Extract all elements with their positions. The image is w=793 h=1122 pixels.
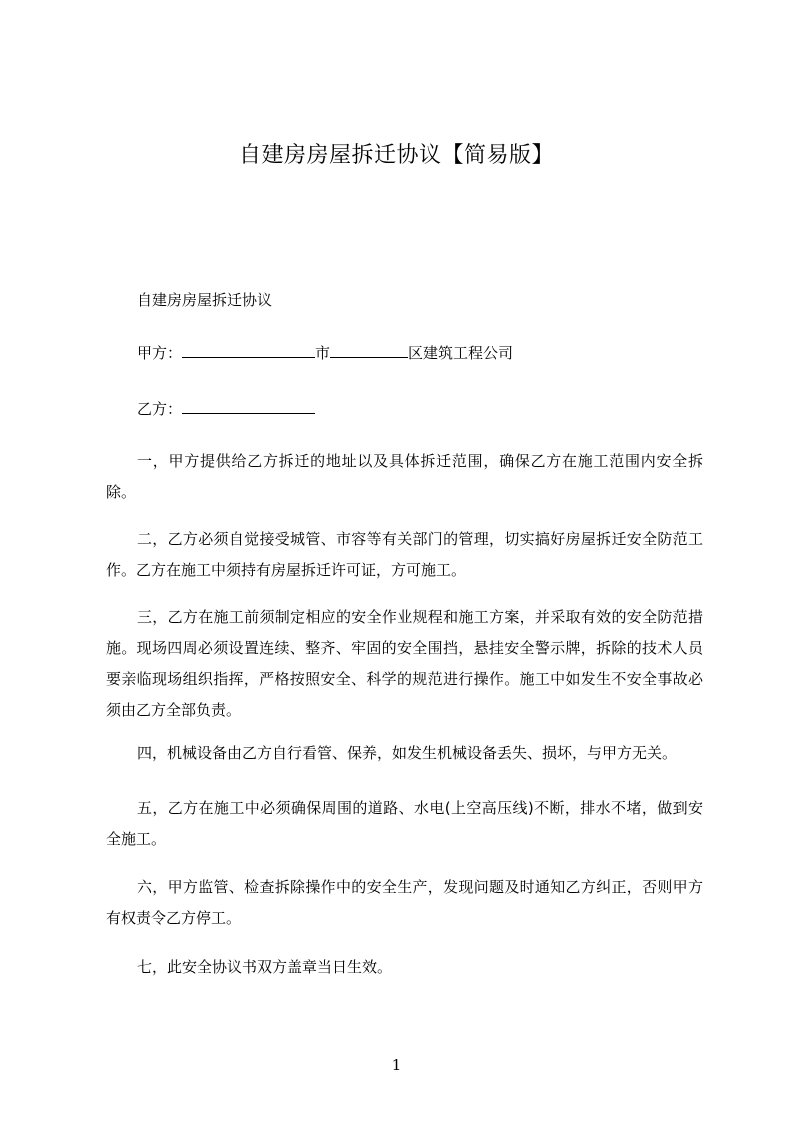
clause-7: 七，此安全协议书双方盖章当日生效。	[137, 958, 393, 976]
party-a-line	[137, 341, 513, 365]
party-a-district-suffix: 区建筑工程公司	[408, 344, 514, 362]
party-a-name-blank	[182, 343, 315, 358]
clause-1: 一，甲方提供给乙方拆迁的地址以及具体拆迁范围，确保乙方在施工范围内安全拆除。	[106, 452, 703, 501]
clause-4: 四，机械设备由乙方自行看管、保养，如发生机械设备丢失、损坏，与甲方无关。	[137, 744, 678, 762]
party-b-line	[137, 397, 315, 421]
clause-3: 三，乙方在施工前须制定相应的安全作业规程和施工方案，并采取有效的安全防范措施。现场四周必须设置连续、整齐、牢固的安全围挡，悬挂安全警示牌，拆除的技术人员要亲临现场组织指挥，严格按照安全、科学的规范进行操作。施工中如发生不安全事故必须由乙方全部负责。	[106, 608, 703, 719]
clause-6: 六，甲方监管、检查拆除操作中的安全生产，发现问题及时通知乙方纠正，否则甲方有权责令乙方停工。	[106, 878, 703, 927]
party-b-label: 乙方：	[137, 400, 183, 418]
clause-5: 五，乙方在施工中必须确保周围的道路、水电(上空高压线)不断，排水不堵，做到安全施工。	[106, 799, 703, 848]
party-b-name-blank	[182, 399, 315, 414]
document-title: 自建房房屋拆迁协议【简易版】	[238, 143, 554, 168]
page-number: 1	[391, 1056, 402, 1074]
party-a-city-suffix: 市	[315, 344, 331, 362]
agreement-subtitle: 自建房房屋拆迁协议	[137, 291, 273, 309]
clause-2: 二，乙方必须自觉接受城管、市容等有关部门的管理，切实搞好房屋拆迁安全防范工作。乙方在施工中须持有房屋拆迁许可证，方可施工。	[106, 530, 703, 579]
party-a-label: 甲方：	[137, 344, 183, 362]
party-a-district-blank	[330, 343, 408, 358]
